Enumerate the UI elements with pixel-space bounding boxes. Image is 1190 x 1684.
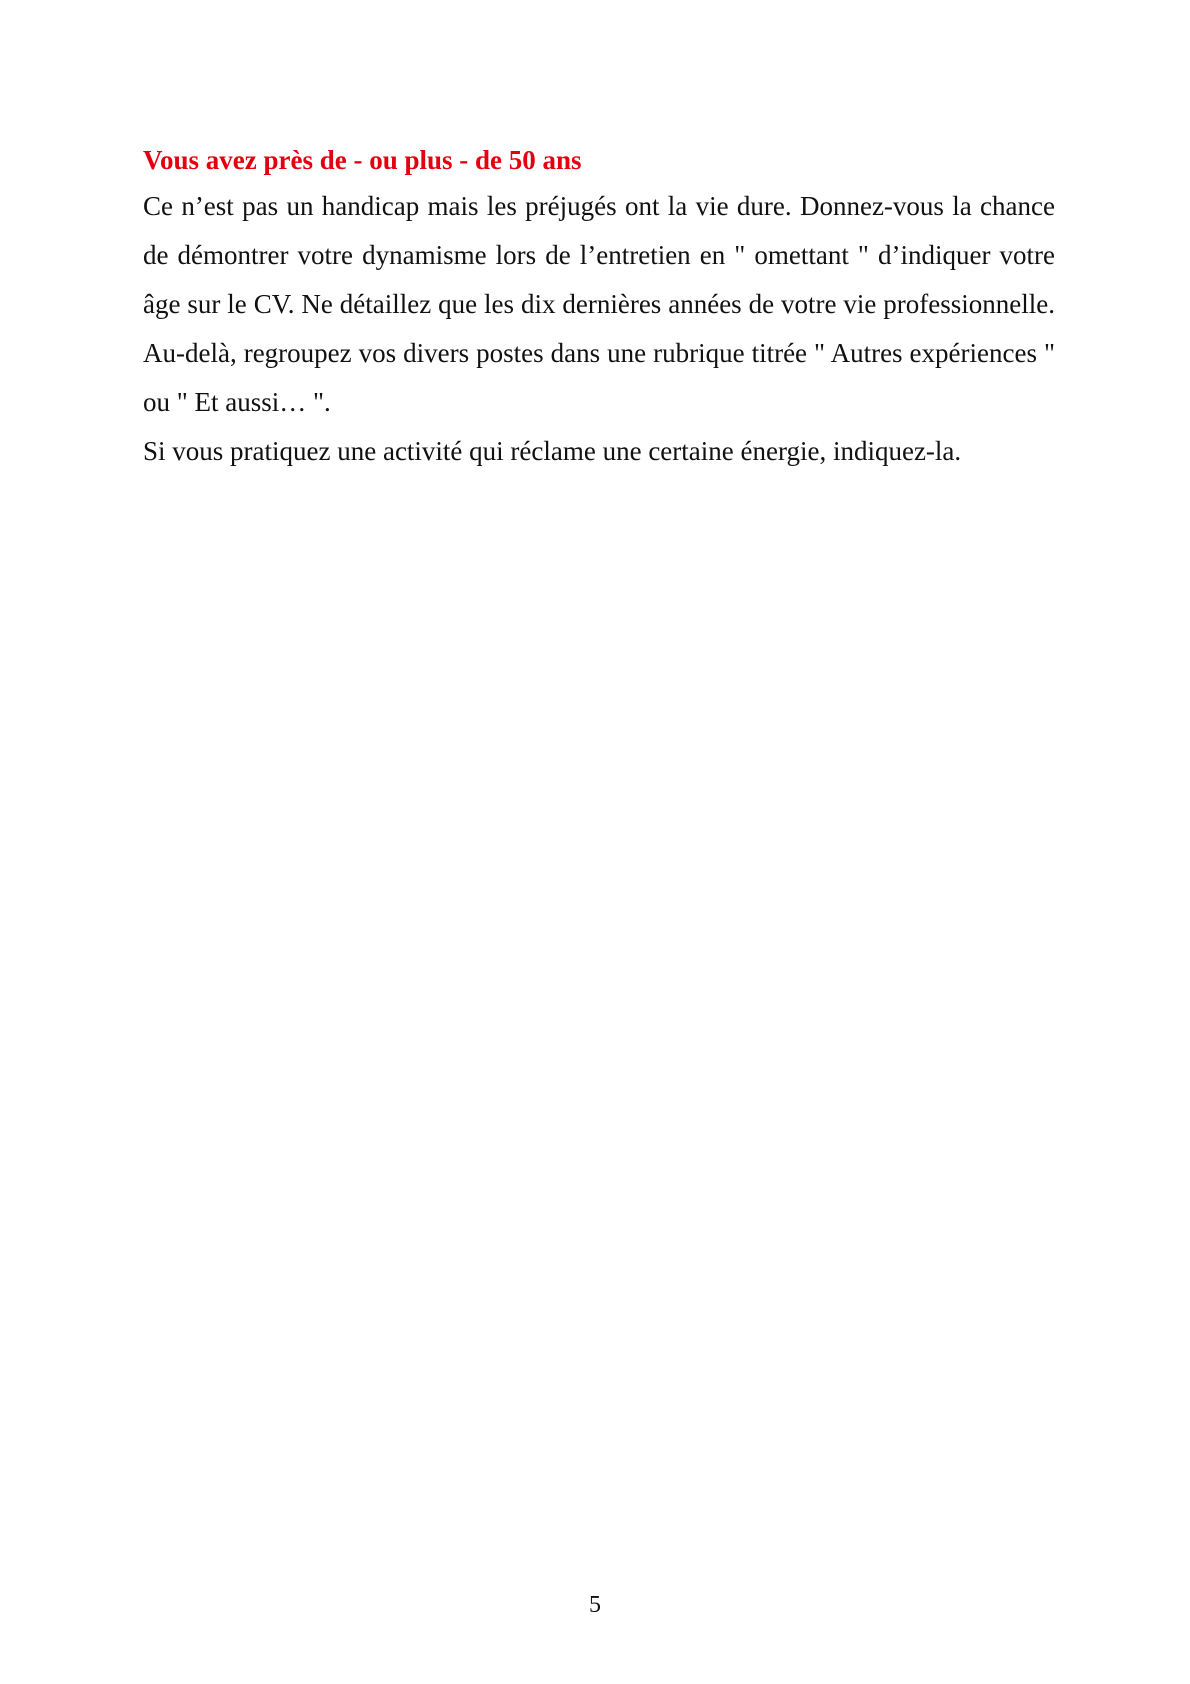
- body-paragraph-1: Ce n’est pas un handicap mais les préjugés ont la vie dure. Donnez-vous la chance de démontrer votre dynamisme lors de l’entretien en " omettant " d’indiquer votre âge sur le CV. Ne détaillez que les dix dernières années de votre vie professionnelle. Au-delà, regroupez vos divers postes dans une rubrique titrée " Autres expériences " ou " Et aussi… ".: [143, 191, 1055, 417]
- body-paragraph-2: Si vous pratiquez une activité qui réclame une certaine énergie, indiquez-la.: [143, 436, 962, 466]
- section-heading: Vous avez près de - ou plus - de 50 ans: [143, 145, 582, 175]
- page-number: 5: [589, 1592, 601, 1618]
- page-content: [143, 138, 1055, 476]
